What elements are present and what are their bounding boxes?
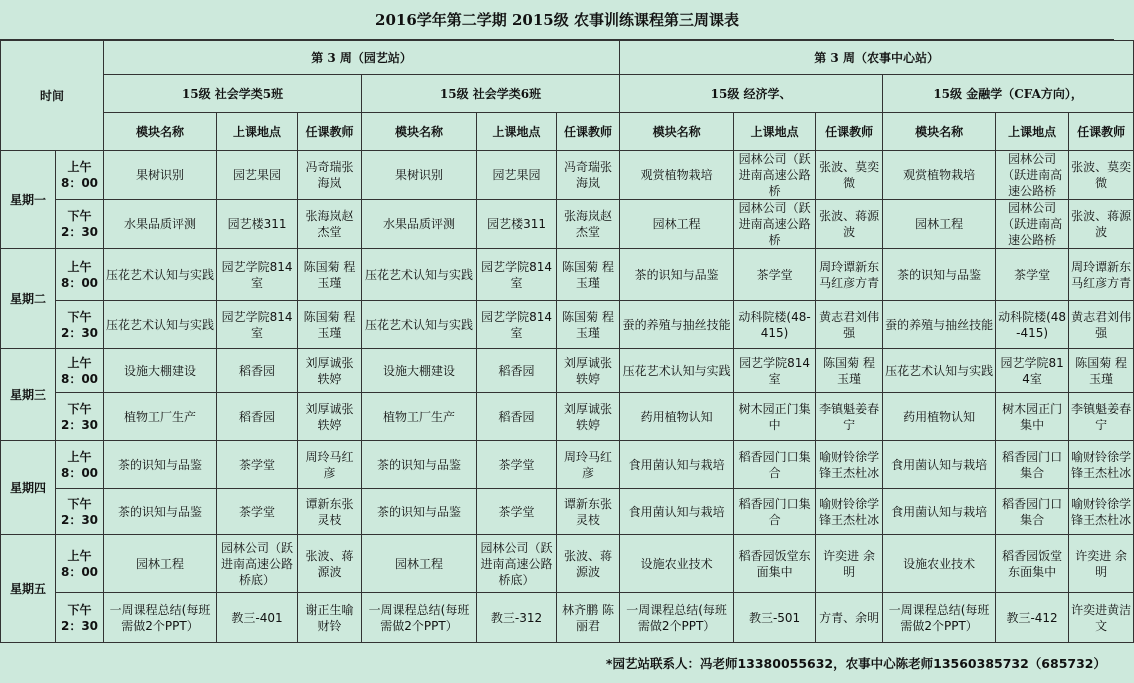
slot-time: 2：30	[60, 417, 99, 432]
module-name-cell: 茶的识知与品鉴	[104, 441, 217, 489]
teacher-cell: 张波、蒋源波	[557, 535, 620, 593]
location-cell: 稻香园门口集合	[996, 441, 1069, 489]
module-name-cell: 设施大棚建设	[362, 349, 477, 393]
slot-time: 2：30	[60, 618, 99, 633]
location-cell: 稻香园饭堂东面集中	[734, 535, 816, 593]
teacher-cell: 张波、莫奕微	[1069, 151, 1134, 200]
module-name-cell: 茶的识知与品鉴	[362, 489, 477, 535]
class-header: 15级 经济学、	[620, 75, 883, 113]
teacher-cell: 周玲谭新东马红彦方青	[816, 249, 883, 301]
teacher-cell: 冯奇瑞张海岚	[557, 151, 620, 200]
location-cell: 稻香园饭堂东面集中	[996, 535, 1069, 593]
time-slot	[56, 349, 104, 393]
location-cell: 园林公司（跃进南高速公路桥	[734, 151, 816, 200]
module-name-cell: 压花艺术认知与实践	[883, 349, 996, 393]
teacher-cell: 喻财铃徐学锋王杰杜冰	[1069, 441, 1134, 489]
location-cell: 园艺果园	[477, 151, 557, 200]
module-name-cell: 压花艺术认知与实践	[620, 349, 734, 393]
teacher-cell: 张波、蒋源波	[816, 200, 883, 249]
module-name-cell: 药用植物认知	[883, 393, 996, 441]
location-cell: 茶学堂	[477, 441, 557, 489]
teacher-cell: 张波、莫奕微	[816, 151, 883, 200]
location-header: 上课地点	[477, 113, 557, 151]
location-header: 上课地点	[217, 113, 298, 151]
location-cell: 园艺学院814室	[477, 301, 557, 349]
teacher-cell: 林齐鹏 陈丽君	[557, 593, 620, 643]
module-name-cell: 压花艺术认知与实践	[362, 301, 477, 349]
teacher-cell: 李镇魁姜春宁	[816, 393, 883, 441]
module-name-cell: 药用植物认知	[620, 393, 734, 441]
class-header: 15级 社会学类6班	[362, 75, 620, 113]
slot-period: 上午	[67, 355, 92, 370]
teacher-cell: 李镇魁姜春宁	[1069, 393, 1134, 441]
schedule-row	[1, 349, 1134, 393]
location-cell: 稻香园门口集合	[734, 441, 816, 489]
time-header: 时间	[1, 41, 104, 151]
module-name-cell: 设施农业技术	[620, 535, 734, 593]
time-slot	[56, 249, 104, 301]
teacher-cell: 刘厚诚张轶婷	[298, 349, 362, 393]
location-cell: 茶学堂	[734, 249, 816, 301]
location-cell: 园艺楼311	[217, 200, 298, 249]
teacher-cell: 周玲马红彦	[298, 441, 362, 489]
teacher-cell: 刘厚诚张轶婷	[298, 393, 362, 441]
schedule-row	[1, 441, 1134, 489]
location-cell: 教三-412	[996, 593, 1069, 643]
teacher-cell: 张波、蒋源波	[1069, 200, 1134, 249]
location-cell: 园艺学院814室	[734, 349, 816, 393]
time-slot	[56, 441, 104, 489]
location-cell: 教三-501	[734, 593, 816, 643]
schedule-row	[1, 151, 1134, 200]
module-name-cell: 设施大棚建设	[104, 349, 217, 393]
location-cell: 茶学堂	[477, 489, 557, 535]
slot-time: 8：00	[60, 371, 99, 386]
teacher-header: 任课教师	[1069, 113, 1134, 151]
slot-period: 上午	[67, 160, 92, 174]
day-label: 星期二	[1, 249, 56, 349]
location-cell: 园林公司（跃进南高速公路桥	[996, 200, 1069, 249]
module-name-cell: 果树识别	[362, 151, 477, 200]
teacher-cell: 许奕进 余明	[816, 535, 883, 593]
teacher-cell: 谢正生喻财铃	[298, 593, 362, 643]
location-cell: 园艺楼311	[477, 200, 557, 249]
teacher-cell: 冯奇瑞张海岚	[298, 151, 362, 200]
location-cell: 园林公司（跃进南高速公路桥	[996, 151, 1069, 200]
schedule-row	[1, 535, 1134, 593]
module-name-cell: 果树识别	[104, 151, 217, 200]
slot-time: 8：00	[60, 176, 99, 190]
teacher-cell: 陈国菊 程玉瑾	[298, 301, 362, 349]
slot-time: 2：30	[60, 325, 99, 340]
teacher-header: 任课教师	[298, 113, 362, 151]
location-cell: 稻香园	[477, 349, 557, 393]
location-cell: 茶学堂	[217, 441, 298, 489]
location-cell: 园艺学院814室	[217, 249, 298, 301]
week-group-farm-center: 第 3 周（农事中心站）	[620, 41, 1134, 75]
schedule-table	[0, 40, 1134, 643]
location-cell: 园艺果园	[217, 151, 298, 200]
schedule-title: 2016学年第二学期 2015级 农事训练课程第三周课表	[0, 0, 1114, 40]
teacher-cell: 喻财铃徐学锋王杰杜冰	[1069, 489, 1134, 535]
week-group-horticulture: 第 3 周（园艺站）	[104, 41, 620, 75]
day-label: 星期一	[1, 151, 56, 249]
teacher-cell: 周玲马红彦	[557, 441, 620, 489]
slot-time: 8：00	[60, 465, 99, 480]
schedule-row	[1, 301, 1134, 349]
teacher-cell: 黄志君刘伟强	[816, 301, 883, 349]
module-name-header: 模块名称	[362, 113, 477, 151]
contact-footer: *园艺站联系人：冯老师13380055632，农事中心陈老师13560385732（685732）	[605, 656, 1106, 671]
day-label: 星期四	[1, 441, 56, 535]
module-name-cell: 茶的识知与品鉴	[362, 441, 477, 489]
teacher-cell: 周玲谭新东马红彦方青	[1069, 249, 1134, 301]
location-cell: 茶学堂	[996, 249, 1069, 301]
module-name-cell: 园林工程	[104, 535, 217, 593]
teacher-cell: 许奕进 余明	[1069, 535, 1134, 593]
location-cell: 园艺学院814室	[996, 349, 1069, 393]
teacher-cell: 陈国菊 程玉瑾	[557, 249, 620, 301]
teacher-cell: 谭新东张灵枝	[557, 489, 620, 535]
slot-period: 下午	[67, 209, 92, 223]
schedule-row	[1, 393, 1134, 441]
schedule-row	[1, 593, 1134, 643]
teacher-cell: 喻财铃徐学锋王杰杜冰	[816, 489, 883, 535]
teacher-cell: 刘厚诚张轶婷	[557, 349, 620, 393]
slot-time: 2：30	[60, 512, 99, 527]
time-slot	[56, 200, 104, 249]
module-name-header: 模块名称	[883, 113, 996, 151]
location-cell: 园艺学院814室	[477, 249, 557, 301]
teacher-cell: 谭新东张灵枝	[298, 489, 362, 535]
time-slot	[56, 393, 104, 441]
slot-period: 下午	[67, 496, 92, 511]
location-cell: 园艺学院814室	[217, 301, 298, 349]
module-name-cell: 植物工厂生产	[362, 393, 477, 441]
module-name-cell: 园林工程	[362, 535, 477, 593]
module-name-cell: 蚕的养殖与抽丝技能	[883, 301, 996, 349]
module-name-cell: 食用菌认知与栽培	[883, 441, 996, 489]
teacher-cell: 陈国菊 程玉瑾	[557, 301, 620, 349]
module-name-cell: 蚕的养殖与抽丝技能	[620, 301, 734, 349]
teacher-cell: 张波、蒋源波	[298, 535, 362, 593]
class-header: 15级 社会学类5班	[104, 75, 362, 113]
location-cell: 稻香园	[217, 349, 298, 393]
teacher-cell: 陈国菊 程玉瑾	[298, 249, 362, 301]
teacher-header: 任课教师	[816, 113, 883, 151]
location-cell: 树木园正门集中	[734, 393, 816, 441]
location-cell: 稻香园	[477, 393, 557, 441]
location-cell: 茶学堂	[217, 489, 298, 535]
location-cell: 园林公司（跃进南高速公路桥	[734, 200, 816, 249]
module-name-cell: 水果品质评测	[104, 200, 217, 249]
location-cell: 树木园正门集中	[996, 393, 1069, 441]
location-cell: 教三-312	[477, 593, 557, 643]
module-name-cell: 食用菌认知与栽培	[620, 441, 734, 489]
module-name-cell: 一周课程总结(每班需做2个PPT）	[104, 593, 217, 643]
location-cell: 教三-401	[217, 593, 298, 643]
slot-period: 上午	[67, 259, 92, 274]
module-name-cell: 茶的识知与品鉴	[620, 249, 734, 301]
teacher-cell: 张海岚赵杰堂	[298, 200, 362, 249]
module-name-cell: 压花艺术认知与实践	[362, 249, 477, 301]
module-name-cell: 植物工厂生产	[104, 393, 217, 441]
module-name-cell: 茶的识知与品鉴	[883, 249, 996, 301]
module-name-cell: 压花艺术认知与实践	[104, 249, 217, 301]
class-header: 15级 金融学（CFA方向），	[883, 75, 1134, 113]
module-name-cell: 园林工程	[620, 200, 734, 249]
teacher-cell: 方青、余明	[816, 593, 883, 643]
teacher-header: 任课教师	[557, 113, 620, 151]
time-slot	[56, 535, 104, 593]
module-name-cell: 一周课程总结(每班需做2个PPT）	[362, 593, 477, 643]
day-label: 星期三	[1, 349, 56, 441]
teacher-cell: 黄志君刘伟强	[1069, 301, 1134, 349]
teacher-cell: 张海岚赵杰堂	[557, 200, 620, 249]
time-slot	[56, 593, 104, 643]
slot-period: 下午	[67, 602, 92, 617]
location-cell: 动科院楼(48-415)	[996, 301, 1069, 349]
module-name-cell: 园林工程	[883, 200, 996, 249]
slot-period: 上午	[67, 548, 92, 563]
module-name-cell: 一周课程总结(每班需做2个PPT）	[620, 593, 734, 643]
slot-time: 8：00	[60, 564, 99, 579]
time-slot	[56, 151, 104, 200]
location-cell: 稻香园门口集合	[734, 489, 816, 535]
teacher-cell: 许奕进黄洁文	[1069, 593, 1134, 643]
slot-time: 8：00	[60, 275, 99, 290]
schedule-row	[1, 200, 1134, 249]
module-name-cell: 压花艺术认知与实践	[104, 301, 217, 349]
module-name-cell: 水果品质评测	[362, 200, 477, 249]
location-header: 上课地点	[996, 113, 1069, 151]
slot-time: 2：30	[60, 225, 99, 239]
module-name-header: 模块名称	[104, 113, 217, 151]
schedule-row	[1, 489, 1134, 535]
location-cell: 稻香园门口集合	[996, 489, 1069, 535]
teacher-cell: 刘厚诚张轶婷	[557, 393, 620, 441]
teacher-cell: 喻财铃徐学锋王杰杜冰	[816, 441, 883, 489]
module-name-cell: 观赏植物栽培	[883, 151, 996, 200]
day-label: 星期五	[1, 535, 56, 643]
module-name-cell: 茶的识知与品鉴	[104, 489, 217, 535]
slot-period: 上午	[67, 449, 92, 464]
module-name-cell: 食用菌认知与栽培	[883, 489, 996, 535]
location-header: 上课地点	[734, 113, 816, 151]
location-cell: 动科院楼(48-415)	[734, 301, 816, 349]
slot-period: 下午	[67, 401, 92, 416]
module-name-header: 模块名称	[620, 113, 734, 151]
location-cell: 稻香园	[217, 393, 298, 441]
slot-period: 下午	[67, 309, 92, 324]
module-name-cell: 食用菌认知与栽培	[620, 489, 734, 535]
location-cell: 园林公司（跃进南高速公路桥底）	[477, 535, 557, 593]
location-cell: 园林公司（跃进南高速公路桥底）	[217, 535, 298, 593]
module-name-cell: 设施农业技术	[883, 535, 996, 593]
schedule-row	[1, 249, 1134, 301]
module-name-cell: 一周课程总结(每班需做2个PPT）	[883, 593, 996, 643]
time-slot	[56, 489, 104, 535]
time-slot	[56, 301, 104, 349]
module-name-cell: 观赏植物栽培	[620, 151, 734, 200]
teacher-cell: 陈国菊 程玉瑾	[1069, 349, 1134, 393]
teacher-cell: 陈国菊 程玉瑾	[816, 349, 883, 393]
